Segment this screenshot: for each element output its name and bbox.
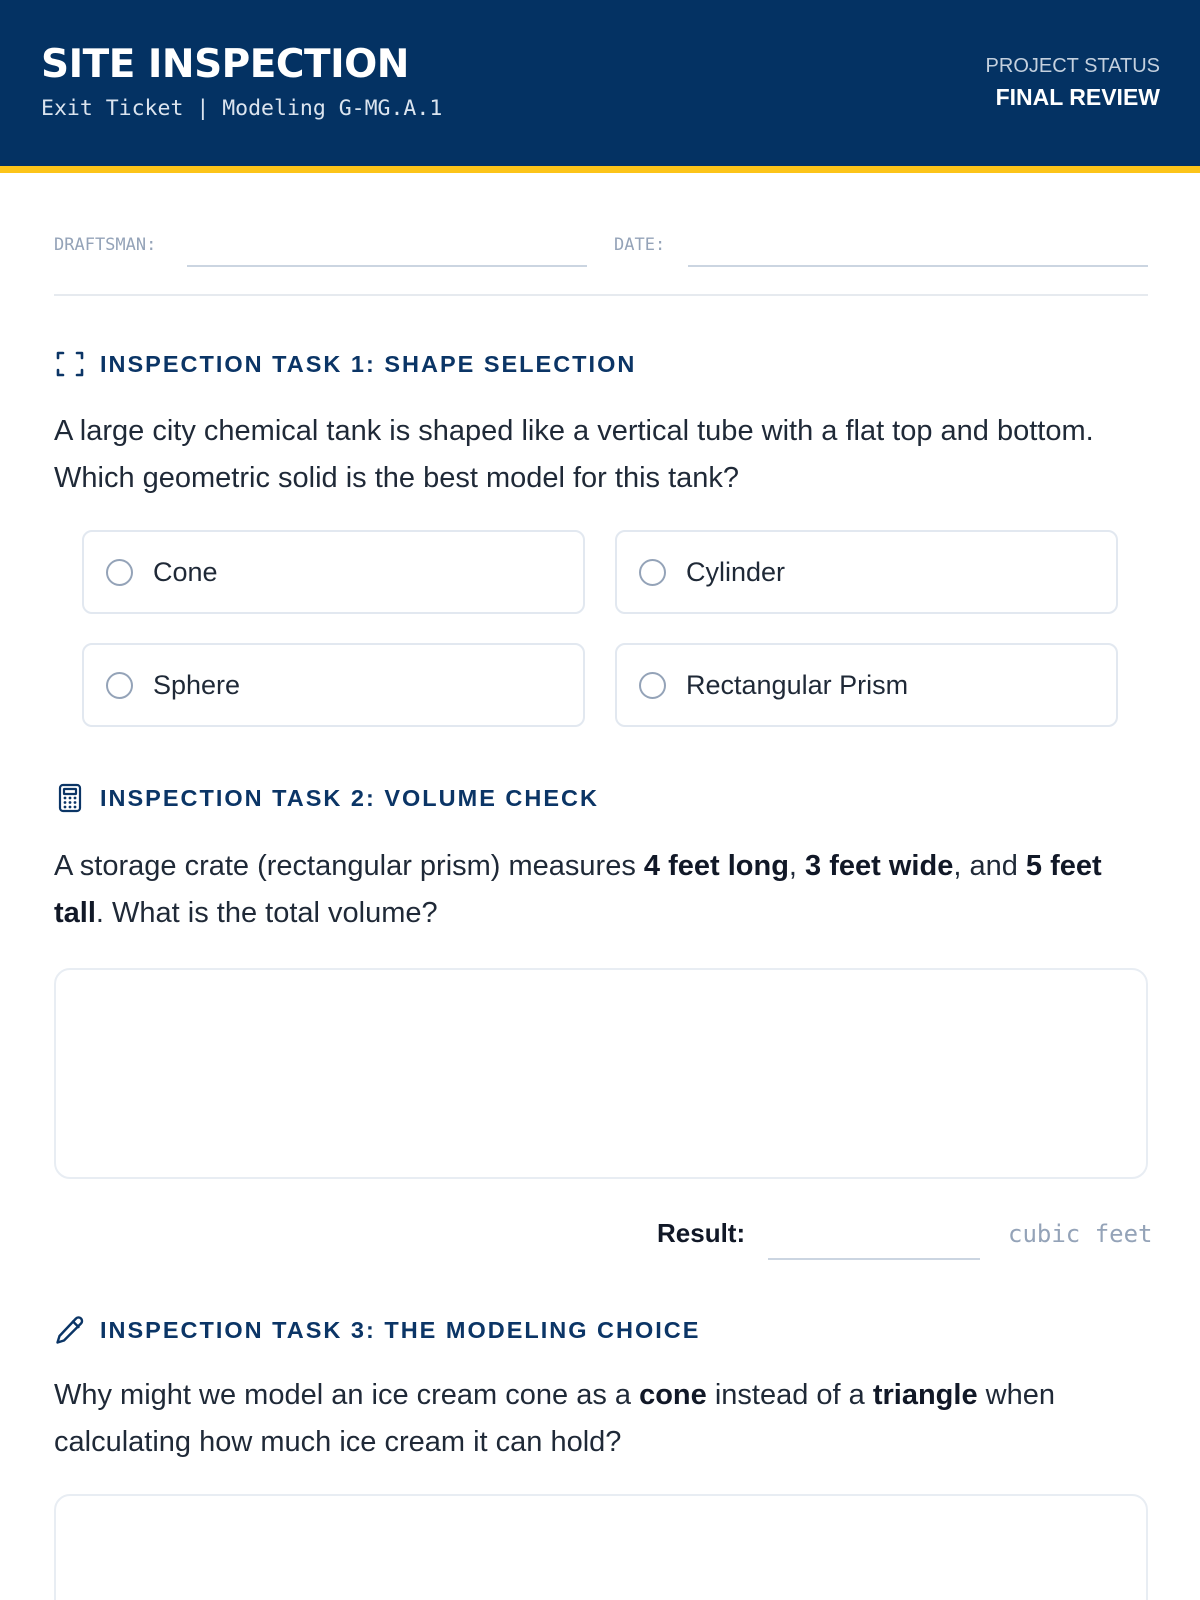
option-rectangular-prism[interactable] [615,643,1118,727]
option-sphere[interactable] [82,643,585,727]
task-2-question: A storage crate (rectangular prism) measures 4 feet long, 3 feet wide, and 5 feet tall. What is the total volume? [54,850,1102,929]
draftsman-field[interactable] [187,265,587,267]
radio-button[interactable] [639,672,666,699]
result-unit: cubic feet [1008,1220,1153,1248]
option-cone[interactable] [82,530,585,614]
task-2-title: INSPECTION TASK 2: VOLUME CHECK [100,784,599,811]
option-label: Cone [153,556,218,587]
option-label: Rectangular Prism [686,669,909,700]
result-label: Result: [657,1218,746,1248]
task-3-question: Why might we model an ice cream cone as a cone instead of a triangle when calculating how much ice cream it can hold? [54,1379,1055,1458]
date-label: DATE: [614,235,666,255]
scan-frame-icon [54,348,86,380]
header-divider [54,294,1148,296]
radio-button[interactable] [106,672,133,699]
task-1-heading [54,348,636,380]
calculator-icon [54,782,86,814]
task-3-title: INSPECTION TASK 3: THE MODELING CHOICE [100,1316,701,1343]
task-3-heading [54,1314,700,1346]
pencil-icon [54,1314,86,1346]
page-subtitle: Exit Ticket | Modeling G-MG.A.1 [41,96,443,121]
radio-button[interactable] [106,559,133,586]
header-accent-rule [0,166,1200,173]
task-1-question: A large city chemical tank is shaped like a vertical tube with a flat top and bottom. Which geometric solid is the best model for this tank? [54,415,1094,494]
task-2-work-area[interactable] [54,968,1148,1179]
task-3-work-area[interactable] [54,1494,1148,1600]
header-banner [0,0,1200,166]
option-label: Sphere [153,669,241,700]
result-answer-field[interactable] [768,1258,980,1260]
date-field[interactable] [688,265,1148,267]
project-status-label: PROJECT STATUS [985,55,1160,77]
project-status-value: FINAL REVIEW [995,84,1160,110]
draftsman-label: DRAFTSMAN: [54,235,157,255]
option-label: Cylinder [686,556,786,587]
page-title: SITE INSPECTION [41,42,409,87]
task-1-title: INSPECTION TASK 1: SHAPE SELECTION [100,350,637,377]
task-2-heading [54,782,599,814]
radio-button[interactable] [639,559,666,586]
option-cylinder[interactable] [615,530,1118,614]
